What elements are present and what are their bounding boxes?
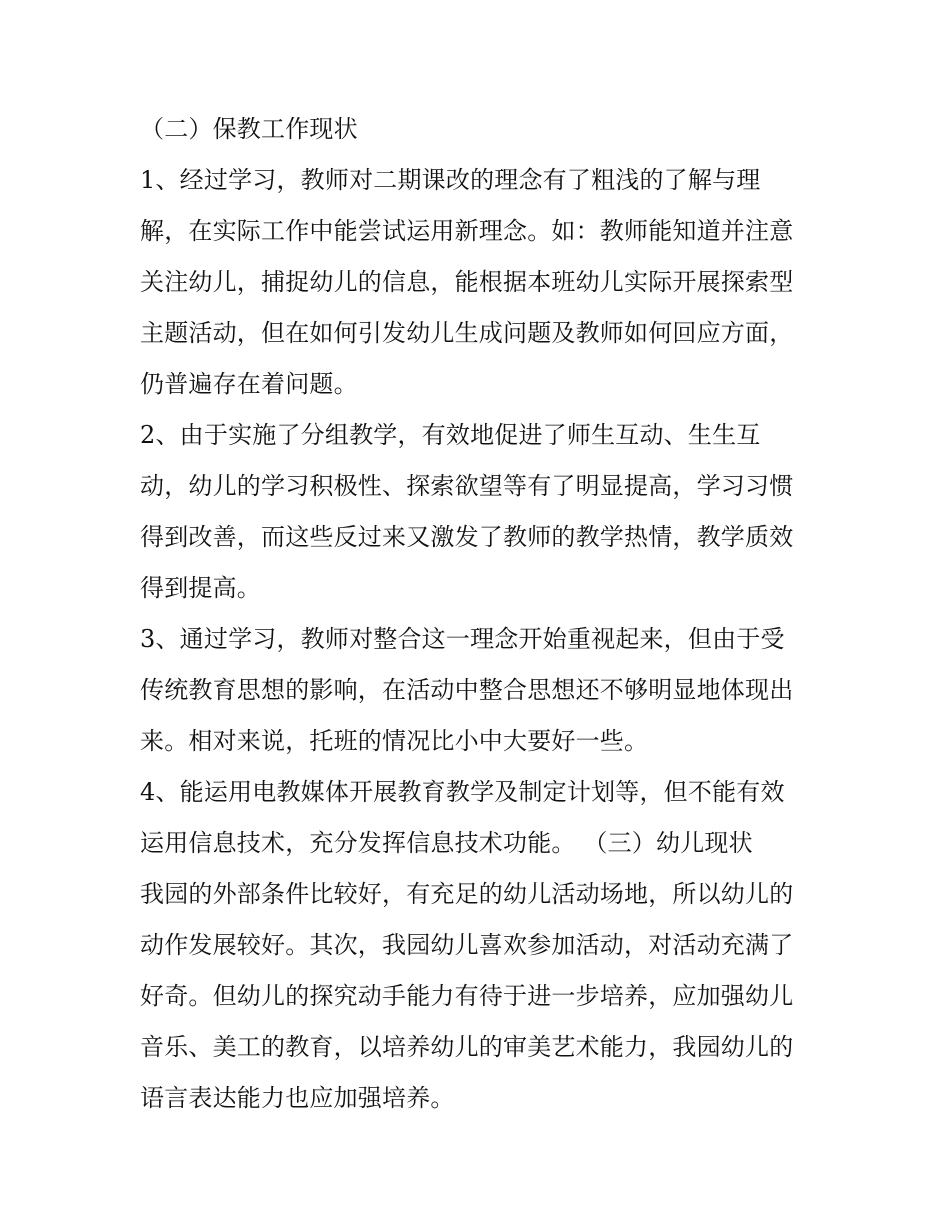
paragraph-line: 2、由于实施了分组教学，有效地促进了师生互动、生生互 — [140, 421, 761, 449]
paragraph-line: 好奇。但幼儿的探究动手能力有待于进一步培养，应加强幼儿 — [140, 982, 794, 1010]
paragraph-line: 音乐、美工的教育，以培养幼儿的审美艺术能力，我园幼儿的 — [140, 1033, 794, 1061]
paragraph-line: 关注幼儿，捕捉幼儿的信息，能根据本班幼儿实际开展探索型 — [140, 268, 794, 296]
paragraph-line: 语言表达能力也应加强培养。 — [140, 1084, 455, 1112]
paragraph-line: 运用信息技术，充分发挥信息技术功能。 （三）幼儿现状 — [140, 829, 753, 857]
paragraph-line: 解，在实际工作中能尝试运用新理念。如：教师能知道并注意 — [140, 217, 794, 245]
paragraph-line: 动作发展较好。其次，我园幼儿喜欢参加活动，对活动充满了 — [140, 931, 794, 959]
paragraph-line: 我园的外部条件比较好，有充足的幼儿活动场地，所以幼儿的 — [140, 880, 794, 908]
paragraph-line: 得到提高。 — [140, 574, 261, 602]
paragraph-line: 仍普遍存在着问题。 — [140, 370, 358, 398]
paragraph-line: 来。相对来说，托班的情况比小中大要好一些。 — [140, 727, 649, 755]
paragraph-line: 主题活动，但在如何引发幼儿生成问题及教师如何回应方面， — [140, 319, 794, 347]
paragraph-line: 动，幼儿的学习积极性、探索欲望等有了明显提高，学习习惯 — [140, 472, 794, 500]
paragraph-line: 4、能运用电教媒体开展教育教学及制定计划等，但不能有效 — [140, 778, 785, 806]
paragraph-line: 得到改善，而这些反过来又激发了教师的教学热情，教学质效 — [140, 523, 794, 551]
paragraph-line: 1、经过学习，教师对二期课改的理念有了粗浅的了解与理 — [140, 166, 761, 194]
section-heading-2: （二）保教工作现状 — [140, 115, 358, 143]
paragraph-line: 3、通过学习，教师对整合这一理念开始重视起来，但由于受 — [140, 625, 785, 653]
paragraph-line: 传统教育思想的影响，在活动中整合思想还不够明显地体现出 — [140, 676, 794, 704]
